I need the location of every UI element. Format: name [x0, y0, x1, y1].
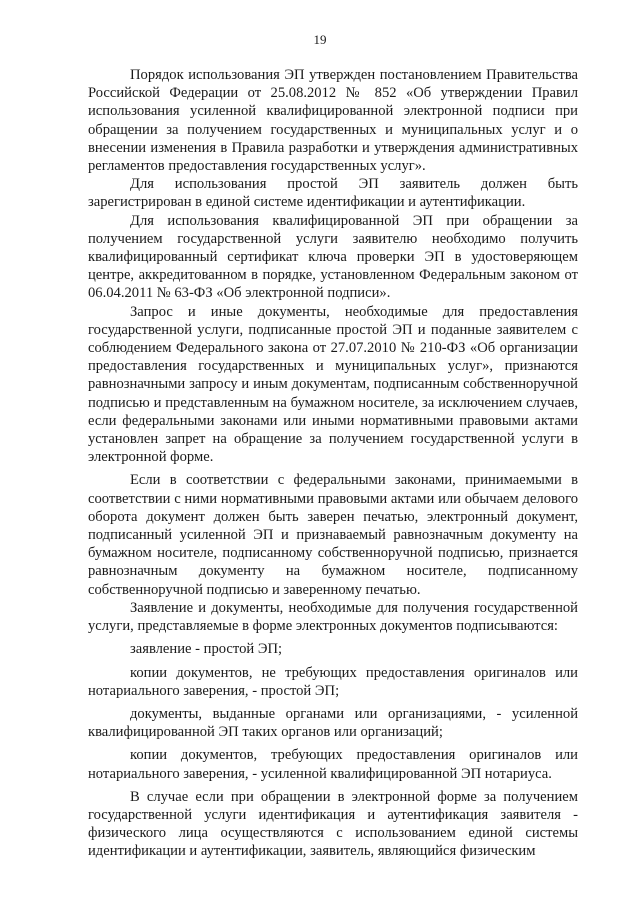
page-number: 19 [313, 32, 327, 47]
paragraph-simple-signature-registration: Для использования простой ЭП заявитель должен быть зарегистрирован в единой системе идентификации и аутентификации. [88, 176, 578, 211]
document-body [88, 66, 578, 861]
list-item-copies-simple: копии документов, не требующих предоставления оригиналов или нотариального заверения, - простой ЭП; [88, 664, 578, 699]
paragraph-signing-intro: Заявление и документы, необходимые для получения государственной услуги, представляемые в форме электронных документов подписываются: [88, 599, 578, 635]
list-item-copies-notary: копии документов, требующих предоставления оригиналов или нотариального заверения, - усиленной квалифицированной ЭП нотариуса. [88, 747, 578, 782]
list-item-application: заявление - простой ЭП; [130, 641, 283, 658]
list-item-issued-documents: документы, выданные органами или организациями, - усиленной квалифицированной ЭП таких органов или организаций; [88, 705, 578, 741]
paragraph-seal-requirement: Если в соответствии с федеральными законами, принимаемыми в соответствии с ними нормативными правовыми актами или обычаем делового оборота документ должен быть заверен печатью, электронный документ, подписанный усиленной ЭП и признаваемый равнозначным документу на бумажном носителе, подписанному собственноручной подписью, признается равнозначным документу на бумажном носителе, подписанному собственноручной подписью и заверенному печатью. [88, 472, 578, 598]
paragraph-equivalence-of-documents: Запрос и иные документы, необходимые для предоставления государственной услуги, подписанные простой ЭП и поданные заявителем с соблюдением Федерального закона от 27.07.2010 № 210-ФЗ «Об организации предоставления государственных и муниципальных услуг», признаются равнозначными запросу и иным документам, подписанным собственноручной подписью и представленным на бумажном носителе, за исключением случаев, если федеральными законами или иными нормативными правовыми актами установлен запрет на обращение за получением государственной услуги в электронной форме. [88, 303, 578, 466]
paragraph-signature-procedure: Порядок использования ЭП утвержден постановлением Правительства Российской Федерации от 25.08.2012 № 852 «Об утверждении Правил использования усиленной квалифицированной электронной подписи при обращении за получением государственных и муниципальных услуг и о внесении изменения в Правила разработки и утверждения административных регламентов предоставления государственных услуг». [88, 67, 578, 175]
paragraph-qualified-signature-certificate: Для использования квалифицированной ЭП при обращении за получением государственной услуги заявителю необходимо получить квалифицированный сертификат ключа проверки ЭП в удостоверяющем центре, аккредитованном в порядке, установленном Федеральным законом от 06.04.2011 № 63-ФЗ «Об электронной подписи». [88, 212, 578, 302]
paragraph-identification: В случае если при обращении в электронной форме за получением государственной услуги идентификация и аутентификация заявителя - физического лица осуществляются с использованием единой системы идентификации и аутентификации, заявитель, являющийся физическим [88, 788, 578, 860]
